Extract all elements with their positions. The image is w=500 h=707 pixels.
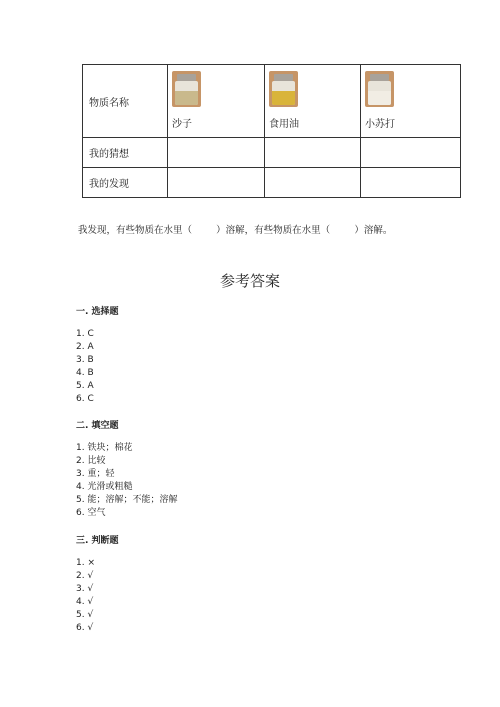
answer-item: 5. 能；溶解；不能；溶解 — [76, 495, 178, 505]
answer-item: 3. √ — [76, 584, 94, 594]
row-label-guess: 我的猜想 — [83, 138, 168, 168]
blank-cell[interactable] — [265, 138, 361, 168]
blank-cell[interactable] — [361, 168, 461, 198]
answer-item: 6. √ — [76, 623, 94, 633]
answer-item: 1. × — [76, 558, 95, 568]
blank-cell[interactable] — [168, 138, 265, 168]
section-heading: 三. 判断题 — [76, 536, 119, 546]
answer-item: 4. B — [76, 368, 94, 378]
answer-item: 6. C — [76, 394, 94, 404]
substance-cell — [265, 65, 361, 138]
answer-title: 参考答案 — [219, 272, 280, 290]
substance-name: 沙子 — [172, 119, 192, 130]
section-heading: 二. 填空题 — [76, 421, 119, 431]
substance-cell — [361, 65, 461, 138]
answer-item: 4. √ — [76, 597, 94, 607]
answer-item: 2. A — [76, 342, 94, 352]
substance-name: 小苏打 — [365, 119, 395, 130]
blank-cell[interactable] — [168, 168, 265, 198]
jar-content — [368, 91, 391, 105]
sand-jar-image — [172, 71, 201, 107]
table-row — [83, 168, 461, 198]
answer-item: 1. 铁块；棉花 — [76, 443, 133, 453]
oil-jar-image — [269, 71, 298, 107]
answer-item: 4. 光滑或粗糙 — [76, 482, 133, 492]
answer-item: 2. 比较 — [76, 456, 106, 466]
jar-content — [272, 91, 295, 105]
jar-content — [175, 91, 198, 105]
answer-item: 5. √ — [76, 610, 94, 620]
baking-soda-jar-image — [365, 71, 394, 107]
table-row — [83, 138, 461, 168]
answer-item: 6. 空气 — [76, 508, 106, 518]
table-row — [83, 65, 461, 138]
section-heading: 一. 选择题 — [76, 307, 119, 317]
answer-item: 3. B — [76, 355, 94, 365]
row-label-finding: 我的发现 — [83, 168, 168, 198]
blank-cell[interactable] — [361, 138, 461, 168]
answer-item: 2. √ — [76, 571, 94, 581]
blank-cell[interactable] — [265, 168, 361, 198]
row-label-substance: 物质名称 — [83, 65, 168, 138]
answer-item: 3. 重；轻 — [76, 469, 115, 479]
answer-item: 5. A — [76, 381, 94, 391]
substance-cell — [168, 65, 265, 138]
answer-item: 1. C — [76, 329, 94, 339]
substance-name: 食用油 — [269, 119, 299, 130]
fill-in-sentence: 我发现，有些物质在水里（ ）溶解，有些物质在水里（ ）溶解。 — [78, 225, 393, 236]
substance-table — [82, 64, 461, 198]
